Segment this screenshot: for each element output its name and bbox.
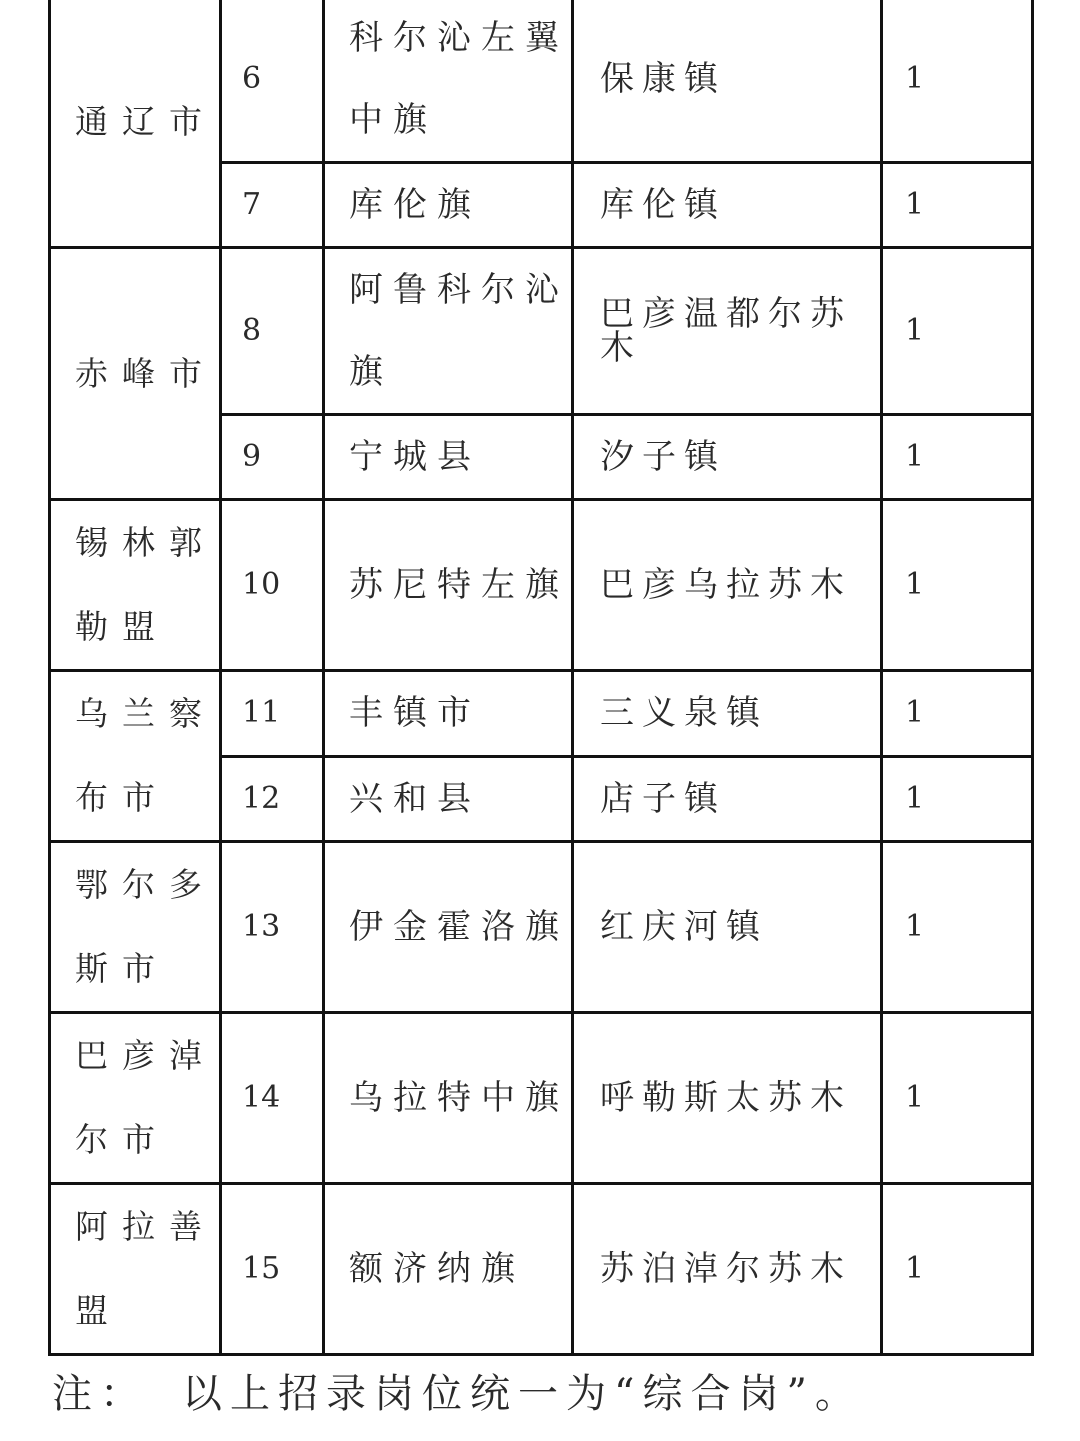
row-number-cell: 15 (221, 1184, 324, 1355)
quota-cell: 1 (882, 671, 1033, 757)
table-row (50, 0, 1033, 163)
town-cell: 红庆河镇 (573, 842, 882, 1013)
town-cell: 巴彦温都尔苏木 (573, 248, 882, 415)
allocation-table (48, 0, 1034, 1356)
row-number-cell: 9 (221, 415, 324, 500)
city-cell: 巴彦淖尔市 (50, 1013, 221, 1184)
footnote (52, 1362, 863, 1419)
table-row (50, 500, 1033, 671)
county-cell: 科尔沁左翼中旗 (324, 0, 573, 163)
quota-cell: 1 (882, 415, 1033, 500)
footnote-label: 注： (52, 1371, 148, 1417)
row-number-cell: 13 (221, 842, 324, 1013)
table-row (50, 671, 1033, 757)
town-cell: 库伦镇 (573, 163, 882, 248)
row-number-cell: 11 (221, 671, 324, 757)
county-cell: 额济纳旗 (324, 1184, 573, 1355)
town-cell: 呼勒斯太苏木 (573, 1013, 882, 1184)
table-row (50, 248, 1033, 415)
city-cell: 乌兰察布市 (50, 671, 221, 842)
table-row (50, 842, 1033, 1013)
table-row (50, 1013, 1033, 1184)
quota-cell: 1 (882, 756, 1033, 842)
quota-cell: 1 (882, 1184, 1033, 1355)
table-row (50, 1184, 1033, 1355)
city-cell: 锡林郭勒盟 (50, 500, 221, 671)
county-cell: 乌拉特中旗 (324, 1013, 573, 1184)
city-cell: 鄂尔多斯市 (50, 842, 221, 1013)
quota-cell: 1 (882, 500, 1033, 671)
row-number-cell: 7 (221, 163, 324, 248)
county-cell: 伊金霍洛旗 (324, 842, 573, 1013)
county-cell: 兴和县 (324, 756, 573, 842)
city-cell: 阿拉善盟 (50, 1184, 221, 1355)
quota-cell: 1 (882, 1013, 1033, 1184)
county-cell: 宁城县 (324, 415, 573, 500)
county-cell: 库伦旗 (324, 163, 573, 248)
row-number-cell: 10 (221, 500, 324, 671)
town-cell: 苏泊淖尔苏木 (573, 1184, 882, 1355)
footnote-text: 以上招录岗位统一为“综合岗”。 (182, 1371, 863, 1417)
town-cell: 巴彦乌拉苏木 (573, 500, 882, 671)
town-cell: 保康镇 (573, 0, 882, 163)
county-cell: 阿鲁科尔沁旗 (324, 248, 573, 415)
city-cell: 通辽市 (50, 0, 221, 248)
county-cell: 丰镇市 (324, 671, 573, 757)
row-number-cell: 6 (221, 0, 324, 163)
quota-cell: 1 (882, 842, 1033, 1013)
row-number-cell: 12 (221, 756, 324, 842)
town-cell: 三义泉镇 (573, 671, 882, 757)
quota-cell: 1 (882, 248, 1033, 415)
city-cell: 赤峰市 (50, 248, 221, 500)
row-number-cell: 8 (221, 248, 324, 415)
town-cell: 店子镇 (573, 756, 882, 842)
row-number-cell: 14 (221, 1013, 324, 1184)
town-cell: 汐子镇 (573, 415, 882, 500)
quota-cell: 1 (882, 163, 1033, 248)
quota-cell: 1 (882, 0, 1033, 163)
county-cell: 苏尼特左旗 (324, 500, 573, 671)
